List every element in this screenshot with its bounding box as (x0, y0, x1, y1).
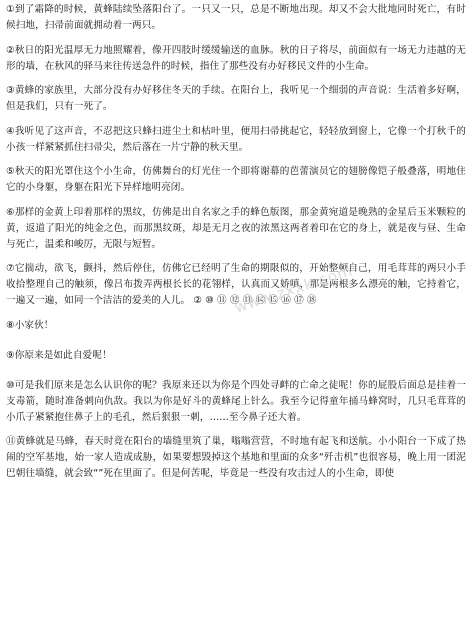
paragraph-11: ⑪黄蜂就是马蜂，春天时竟在阳台的墙缝里筑了巢，嗡嗡营营，不时地有起飞和送航。小小阳台一下成了热闹的空军基地，始一家人造成成胁，如果要想毁掉这个基地和里面的众多“歼击机”也很容易，晚上用一团泥巴朝往墙缝，就会致“”死在里面了。但是何苦呢，毕竟是一些没有攻击过人的小生命，即使 (6, 436, 466, 479)
paragraph-2: ②秋日的阳光温厚无力地照耀着，像开四肢时缓缓输送的血脉。秋的日子将尽，前面似有一场无力违越的无形的墙，在秋风的驿马来往传送急件的时候，指住了那些没有办好移民文件的小生命。 (6, 44, 466, 72)
paragraph-9: ⑨你原来是如此自爱呢！ (6, 349, 112, 361)
paragraph-10: ⑩可是我们原来是怎么认识你的呢？我原来还以为你是个四处寻衅的亡命之徒呢！你的屁股后面总是挂着一支毒箭，随时准备刺向仇敌。我以为你是好斗的黄蜂尾上针么。我至今记得童年捅马蜂窝时，几只毛茸茸的小爪子紧紧抱住鼻子上的毛孔，然后狠狠一刺，……至今鼻子还大着。 (6, 379, 466, 423)
paragraph-3: ③黄蜂的家族里，大部分没有办好移住冬天的手续。在阳台上，我听见一个细弱的声音说：生活着多好啊，但是我们，只有一死了。 (6, 85, 466, 112)
paragraph-4: ④我听见了这声音，不忍把这只蜂扫进尘土和枯叶里，便用扫帚挑起它，轻轻放到窗上，它像一个打秋千的小孩一样紧紧抓住扫帚尖，然后落在一片宁静的秋天里。 (6, 125, 466, 153)
document-body (6, 2, 466, 491)
paragraph-7: ⑦它揣动，欲飞，颤抖，然后停住，仿佛它已经明了生命的期限似的，开始整顿自己，用毛茸茸的两只小手收拾整理自己的触须，像吕布拨弄两根长长的花翎样，认真而又娇嗔，那是两根多么漂亮的触，它持着它，一遍又一遍，如同一个洁洁的爱美的人儿。 ② ⑩ ⑪ ⑫ ⑬ ⑭ ⑮ ⑯ ⑰ ⑱ (6, 263, 466, 306)
paragraph-5: ⑤秋天的阳光罩住这个小生命，仿佛舞台的灯光住一个即将谢幕的芭蕾演员它的翅膀像铠子般叠落，明地住它的小身躯，身躯在阳光下异样地明亮闭。 (6, 166, 466, 193)
paragraph-1: ①到了霜降的时候，黄蜂陆续坠落阳台了。一只又一只，总是不断地出现。却又不会大批地同时死亡，有时候扫地，扫帚前面就拥动着一两只。 (6, 4, 466, 31)
paragraph-6: ⑥那样的金黄上印着那样的黑纹，仿佛是出自名家之手的蜂色版图，那金黄宛道是晚熟的金星后玉米颗粒的黄，返道了阳光的纯金之色，而那黑纹斑，却是无月之夜的浓黑这两者着印在它的身上，就是夜与昼、生命与死亡，温柔和峻厉，无限与短暂。 (6, 206, 466, 250)
paragraph-8: ⑧小家伙！ (6, 319, 54, 331)
watermark-text: www.zxxk.com (232, 261, 356, 317)
page-bottom-edge (0, 616, 472, 626)
